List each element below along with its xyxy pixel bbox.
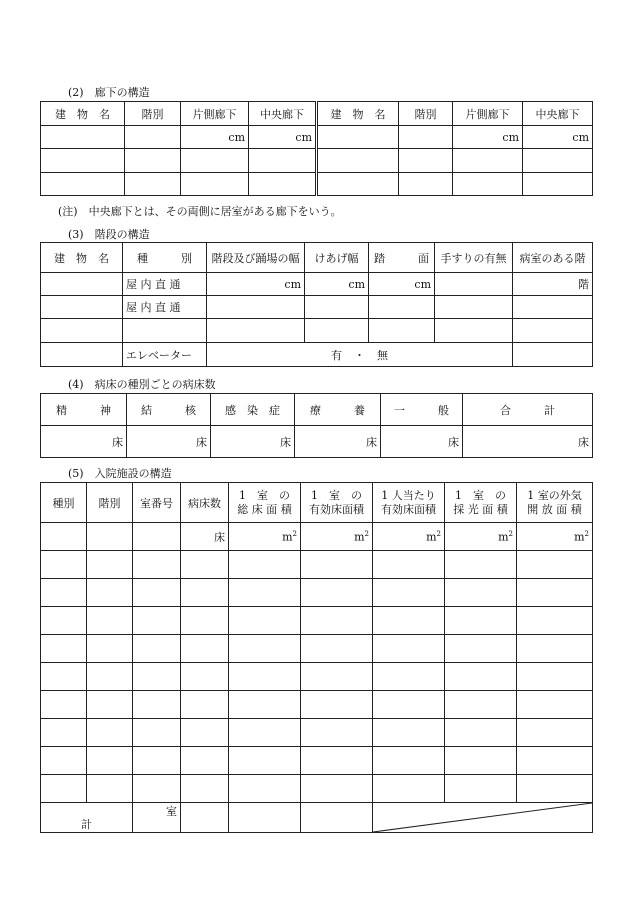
cell[interactable]: [181, 775, 229, 803]
cell[interactable]: [373, 663, 445, 691]
cell[interactable]: [399, 126, 453, 149]
cell[interactable]: [399, 173, 453, 196]
col-kind: 種別: [41, 483, 87, 523]
kind-indoor-direct: 屋 内 直 通: [123, 273, 207, 296]
cell[interactable]: [517, 635, 593, 663]
cell[interactable]: [373, 579, 445, 607]
cell[interactable]: [41, 775, 87, 803]
col-single-side: 片側廊下: [181, 102, 249, 126]
cell: [41, 343, 123, 367]
cell[interactable]: [435, 273, 513, 296]
elevator-choice[interactable]: [207, 343, 513, 367]
cell[interactable]: [301, 747, 373, 775]
unit-cm: cm: [207, 273, 305, 296]
cell[interactable]: [133, 635, 181, 663]
option-yes[interactable]: 有: [331, 348, 342, 362]
cell[interactable]: [181, 607, 229, 635]
cell[interactable]: [41, 691, 87, 719]
unit-beds: 床: [41, 426, 127, 458]
cell[interactable]: [229, 719, 301, 747]
cell[interactable]: [87, 607, 133, 635]
cell[interactable]: [123, 319, 207, 343]
cell[interactable]: [207, 319, 305, 343]
cell[interactable]: [125, 173, 181, 196]
cell[interactable]: [133, 551, 181, 579]
cell[interactable]: [249, 173, 317, 196]
cell[interactable]: [229, 635, 301, 663]
cell[interactable]: [87, 719, 133, 747]
col-floor: 階別: [399, 102, 453, 126]
cell[interactable]: [229, 607, 301, 635]
col-long-term-care: 療 養: [295, 394, 381, 426]
cell[interactable]: [41, 149, 125, 173]
unit-sup: 2: [436, 529, 441, 538]
cell[interactable]: [41, 719, 87, 747]
corridor-note: (注) 中央廊下とは、その両側に居室がある廊下をいう。: [58, 205, 342, 218]
cell[interactable]: [87, 523, 133, 551]
cell[interactable]: [517, 691, 593, 719]
table-row: [41, 607, 593, 635]
cell[interactable]: [523, 149, 593, 173]
unit-beds: 床: [381, 426, 463, 458]
col-floor: 階別: [125, 102, 181, 126]
header-line: 1 室 の: [311, 488, 362, 502]
unit-cm: cm: [523, 126, 593, 149]
col-building: 建 物 名: [317, 102, 399, 126]
col-building: 建 物 名: [41, 243, 123, 273]
unit-beds: 床: [463, 426, 593, 458]
unit-sqm: [373, 523, 445, 551]
header-line: 1 室 の: [455, 488, 506, 502]
cell[interactable]: [41, 126, 125, 149]
unit-sup: 2: [508, 529, 513, 538]
unit-cm: cm: [369, 273, 435, 296]
col-beds: 病床数: [181, 483, 229, 523]
cell[interactable]: [229, 775, 301, 803]
header-line: 有効床面積: [381, 502, 436, 516]
kind-indoor-direct: 屋 内 直 通: [123, 296, 207, 319]
col-per-person-area: [373, 483, 445, 523]
cell[interactable]: [445, 747, 517, 775]
col-psychiatric: 精 神: [41, 394, 127, 426]
cell[interactable]: [373, 551, 445, 579]
cell[interactable]: [181, 747, 229, 775]
cell[interactable]: [301, 607, 373, 635]
col-stair-width: 階段及び踊場の幅: [207, 243, 305, 273]
cell[interactable]: [41, 273, 123, 296]
unit-beds: 床: [295, 426, 381, 458]
section-2-heading: (2) 廊下の構造: [68, 86, 150, 99]
total-row: [41, 803, 593, 833]
header-line: 1 室の外気: [527, 488, 582, 502]
cell[interactable]: [181, 551, 229, 579]
cell[interactable]: [133, 607, 181, 635]
col-general: 一 般: [381, 394, 463, 426]
cell[interactable]: [181, 579, 229, 607]
table-row: [41, 551, 593, 579]
cell[interactable]: [517, 663, 593, 691]
corridor-table: [40, 101, 593, 196]
cell[interactable]: [435, 296, 513, 319]
cell[interactable]: [181, 173, 249, 196]
unit-m: m: [574, 530, 585, 544]
cell[interactable]: [41, 663, 87, 691]
cell[interactable]: [301, 551, 373, 579]
unit-cm: cm: [181, 126, 249, 149]
table-row: [41, 719, 593, 747]
col-total: 合 計: [463, 394, 593, 426]
inpatient-table: [40, 482, 593, 833]
cell[interactable]: [517, 719, 593, 747]
col-ward-floor: 病室のある階: [513, 243, 593, 273]
table-row: [41, 579, 593, 607]
col-kind: 種 別: [123, 243, 207, 273]
col-floor: 階別: [87, 483, 133, 523]
cell[interactable]: [373, 719, 445, 747]
cell[interactable]: [229, 579, 301, 607]
cell[interactable]: [181, 803, 229, 833]
unit-sqm: [301, 523, 373, 551]
cell[interactable]: [513, 319, 593, 343]
cell[interactable]: [181, 635, 229, 663]
unit-rooms: 室: [133, 803, 181, 833]
cell[interactable]: [229, 691, 301, 719]
cell: [513, 343, 593, 367]
section-4-heading: (4) 病床の種別ごとの病床数: [68, 378, 216, 391]
stairs-table: [40, 242, 593, 367]
cell[interactable]: [87, 775, 133, 803]
cell[interactable]: [453, 173, 523, 196]
cell[interactable]: [181, 149, 249, 173]
unit-sqm: [229, 523, 301, 551]
table-row: [41, 747, 593, 775]
col-tuberculosis: 結 核: [127, 394, 211, 426]
cell[interactable]: [229, 663, 301, 691]
col-tread: 踏 面: [369, 243, 435, 273]
cell[interactable]: [41, 173, 125, 196]
option-no[interactable]: 無: [377, 348, 388, 362]
cell[interactable]: [517, 551, 593, 579]
cell[interactable]: [207, 296, 305, 319]
header-line: 開 放 面 積: [527, 502, 582, 516]
cell[interactable]: [133, 747, 181, 775]
col-effective-area: [301, 483, 373, 523]
unit-m: m: [426, 530, 437, 544]
bed-count-table: [40, 393, 593, 458]
col-infectious: 感 染 症: [211, 394, 295, 426]
cell[interactable]: [133, 691, 181, 719]
cell[interactable]: [305, 319, 369, 343]
cell[interactable]: [87, 691, 133, 719]
unit-beds: 床: [211, 426, 295, 458]
cell[interactable]: [317, 126, 399, 149]
cell[interactable]: [41, 579, 87, 607]
cell[interactable]: [369, 319, 435, 343]
header-line: 採 光 面 積: [453, 502, 508, 516]
cell[interactable]: [41, 551, 87, 579]
unit-sqm: [517, 523, 593, 551]
table-row: [41, 691, 593, 719]
cell[interactable]: [87, 747, 133, 775]
cell[interactable]: [317, 149, 399, 173]
unit-m: m: [282, 530, 293, 544]
col-total-floor-area: [229, 483, 301, 523]
cell[interactable]: [517, 775, 593, 803]
cell[interactable]: [87, 635, 133, 663]
cell[interactable]: [133, 523, 181, 551]
unit-sup: 2: [364, 529, 369, 538]
table-row: [41, 635, 593, 663]
cell[interactable]: [87, 663, 133, 691]
cell[interactable]: [301, 663, 373, 691]
cell[interactable]: [249, 149, 317, 173]
unit-floor: 階: [513, 273, 593, 296]
cell[interactable]: [301, 579, 373, 607]
cell[interactable]: [453, 149, 523, 173]
cell[interactable]: [181, 663, 229, 691]
unit-beds: 床: [181, 523, 229, 551]
cell[interactable]: [369, 296, 435, 319]
cell[interactable]: [517, 747, 593, 775]
cell[interactable]: [445, 635, 517, 663]
cell[interactable]: [317, 173, 399, 196]
diagonal-strike: [373, 803, 592, 832]
unit-cm: cm: [453, 126, 523, 149]
table-row: [41, 775, 593, 803]
cell[interactable]: [445, 775, 517, 803]
cell[interactable]: [301, 803, 373, 833]
cell[interactable]: [87, 551, 133, 579]
section-5-heading: (5) 入院施設の構造: [68, 467, 172, 480]
cell[interactable]: [445, 719, 517, 747]
cell[interactable]: [523, 173, 593, 196]
cell[interactable]: [181, 691, 229, 719]
section-3-heading: (3) 階段の構造: [68, 228, 150, 241]
cell[interactable]: [445, 691, 517, 719]
struck-cell: [373, 803, 593, 833]
cell[interactable]: [229, 803, 301, 833]
cell[interactable]: [305, 296, 369, 319]
cell[interactable]: [373, 775, 445, 803]
elevator-label: エレベーター: [123, 343, 207, 367]
table-row: [41, 663, 593, 691]
unit-cm: cm: [305, 273, 369, 296]
cell[interactable]: [133, 775, 181, 803]
unit-beds: 床: [127, 426, 211, 458]
cell[interactable]: [301, 719, 373, 747]
unit-sqm: [445, 523, 517, 551]
col-riser: けあげ幅: [305, 243, 369, 273]
cell[interactable]: [41, 319, 123, 343]
cell[interactable]: [513, 296, 593, 319]
cell[interactable]: [229, 551, 301, 579]
cell[interactable]: [41, 635, 87, 663]
cell[interactable]: [301, 635, 373, 663]
cell[interactable]: [373, 691, 445, 719]
cell[interactable]: [41, 747, 87, 775]
col-single-side: 片側廊下: [453, 102, 523, 126]
header-line: 1 人当たり: [381, 488, 436, 502]
unit-sup: 2: [584, 529, 589, 538]
col-ventilation-area: [517, 483, 593, 523]
cell[interactable]: [445, 607, 517, 635]
cell[interactable]: [133, 579, 181, 607]
separator-dot: ・: [354, 348, 365, 362]
col-lighting-area: [445, 483, 517, 523]
cell[interactable]: [229, 747, 301, 775]
cell[interactable]: [373, 607, 445, 635]
unit-sup: 2: [292, 529, 297, 538]
cell[interactable]: [133, 663, 181, 691]
cell[interactable]: [41, 523, 87, 551]
unit-m: m: [498, 530, 509, 544]
cell[interactable]: [435, 319, 513, 343]
header-line: 有効床面積: [309, 502, 364, 516]
unit-m: m: [354, 530, 365, 544]
cell[interactable]: [445, 579, 517, 607]
cell[interactable]: [125, 126, 181, 149]
cell[interactable]: [41, 296, 123, 319]
cell[interactable]: [87, 579, 133, 607]
col-room-no: 室番号: [133, 483, 181, 523]
cell[interactable]: [373, 635, 445, 663]
header-line: 1 室 の: [239, 488, 290, 502]
col-central: 中央廊下: [249, 102, 317, 126]
cell[interactable]: [445, 663, 517, 691]
unit-cm: cm: [249, 126, 317, 149]
cell[interactable]: [181, 719, 229, 747]
cell[interactable]: [445, 551, 517, 579]
total-label: 計: [41, 803, 133, 833]
col-central: 中央廊下: [523, 102, 593, 126]
cell[interactable]: [133, 719, 181, 747]
col-building: 建 物 名: [41, 102, 125, 126]
cell[interactable]: [301, 691, 373, 719]
cell[interactable]: [517, 579, 593, 607]
cell[interactable]: [399, 149, 453, 173]
cell[interactable]: [301, 775, 373, 803]
cell[interactable]: [517, 607, 593, 635]
col-handrail: 手すりの有無: [435, 243, 513, 273]
header-line: 総 床 面 積: [237, 502, 292, 516]
cell[interactable]: [373, 747, 445, 775]
cell[interactable]: [125, 149, 181, 173]
cell[interactable]: [41, 607, 87, 635]
